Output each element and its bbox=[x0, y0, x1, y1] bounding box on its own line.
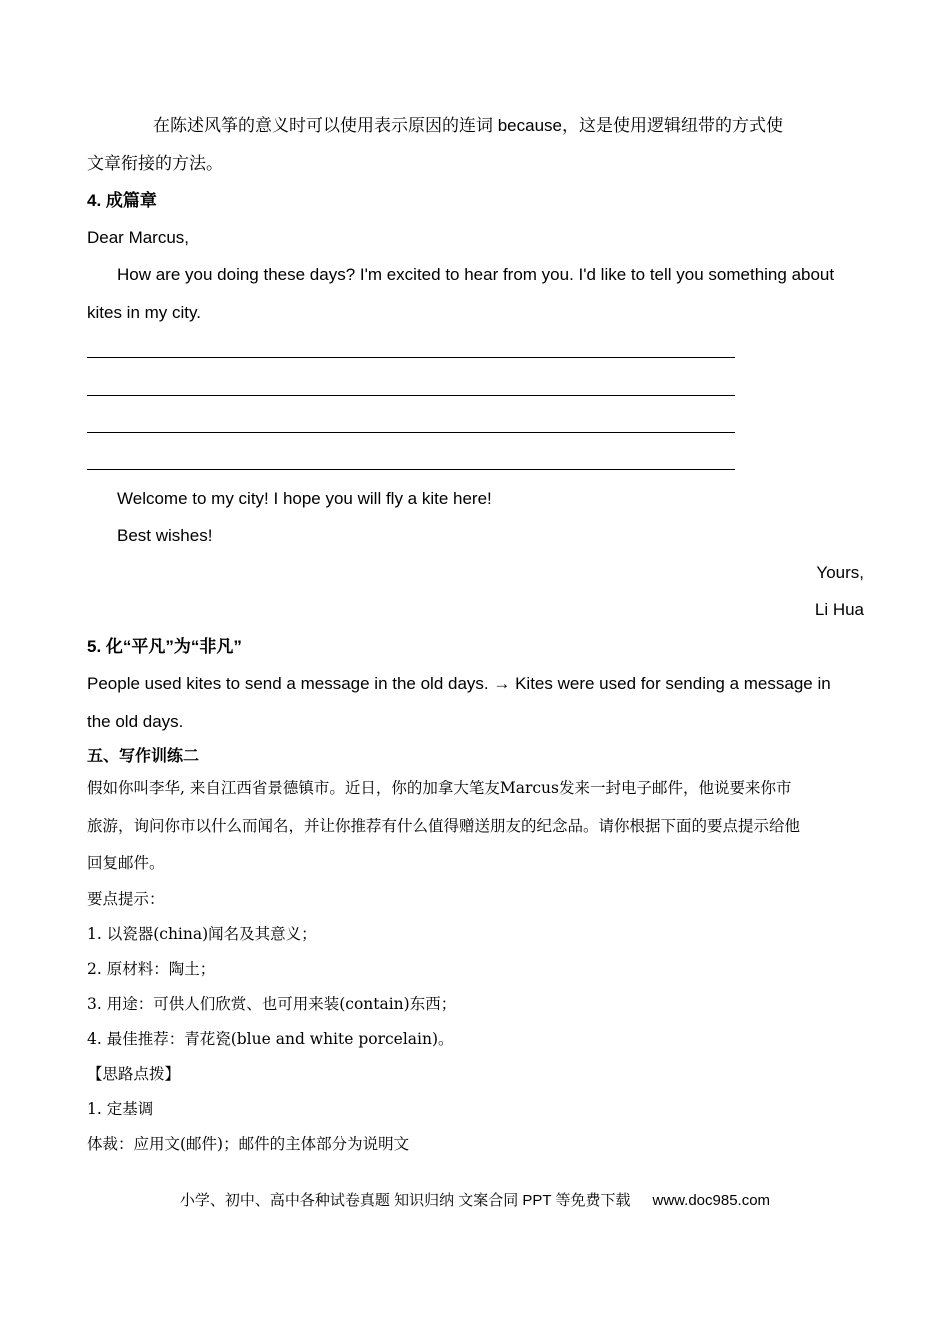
prompt-line-2: 旅游，询问你市以什么而闻名，并让你推荐有什么值得赠送朋友的纪念品。请你根据下面的要点提示给他 bbox=[87, 817, 801, 835]
prompt-line-3: 回复邮件。 bbox=[87, 854, 165, 872]
hint-label: 【思路点拨】 bbox=[87, 1065, 181, 1083]
answer-blank-line bbox=[87, 432, 735, 433]
prompt-line-1: 假如你叫李华, 来自江西省景德镇市。近日，你的加拿大笔友Marcus发来一封电子邮件，他说要来你市 bbox=[87, 779, 792, 797]
answer-blank-line bbox=[87, 469, 735, 470]
points-label: 要点提示： bbox=[87, 890, 165, 908]
section-5-line-2: the old days. bbox=[87, 712, 184, 731]
intro-line-1: 在陈述风筝的意义时可以使用表示原因的连词 because，这是使用逻辑纽带的方式使 bbox=[153, 116, 783, 135]
intro-line-2: 文章衔接的方法。 bbox=[87, 154, 223, 173]
section-5-line-1: People used kites to send a message in the old days. → Kites were used for sending a message in bbox=[87, 674, 831, 693]
section-five-heading: 五、写作训练二 bbox=[87, 748, 200, 765]
section-4-heading: 4. 成篇章 bbox=[87, 191, 157, 210]
point-item: 2. 原材料：陶土； bbox=[87, 960, 216, 978]
footer-text: 小学、初中、高中各种试卷真题 知识归纳 文案合同 PPT 等免费下载 bbox=[179, 1192, 631, 1209]
letter-closing-2: Best wishes! bbox=[117, 526, 213, 545]
page-footer bbox=[0, 1189, 950, 1213]
point-item: 3. 用途：可供人们欣赏、也可用来装(contain)东西； bbox=[87, 995, 457, 1013]
genre-line: 体裁：应用文(邮件)；邮件的主体部分为说明文 bbox=[87, 1135, 410, 1153]
letter-paragraph-line-1: How are you doing these days? I'm excited to hear from you. I'd like to tell you something about bbox=[117, 265, 835, 284]
letter-closing-1: Welcome to my city! I hope you will fly a kite here! bbox=[117, 489, 492, 508]
hint-item: 1. 定基调 bbox=[87, 1100, 154, 1118]
letter-paragraph-line-2: kites in my city. bbox=[87, 303, 201, 322]
letter-salutation: Dear Marcus, bbox=[87, 228, 190, 247]
point-item: 1. 以瓷器(china)闻名及其意义； bbox=[87, 925, 317, 943]
answer-blank-line bbox=[87, 395, 735, 396]
section-5-heading: 5. 化“平凡”为“非凡” bbox=[87, 637, 242, 656]
answer-blank-line bbox=[87, 357, 735, 358]
point-item: 4. 最佳推荐：青花瓷(blue and white porcelain)。 bbox=[87, 1030, 454, 1048]
letter-sign-yours: Yours, bbox=[816, 563, 864, 582]
footer-url[interactable]: www.doc985.com bbox=[652, 1192, 771, 1209]
letter-sign-name: Li Hua bbox=[814, 600, 864, 619]
